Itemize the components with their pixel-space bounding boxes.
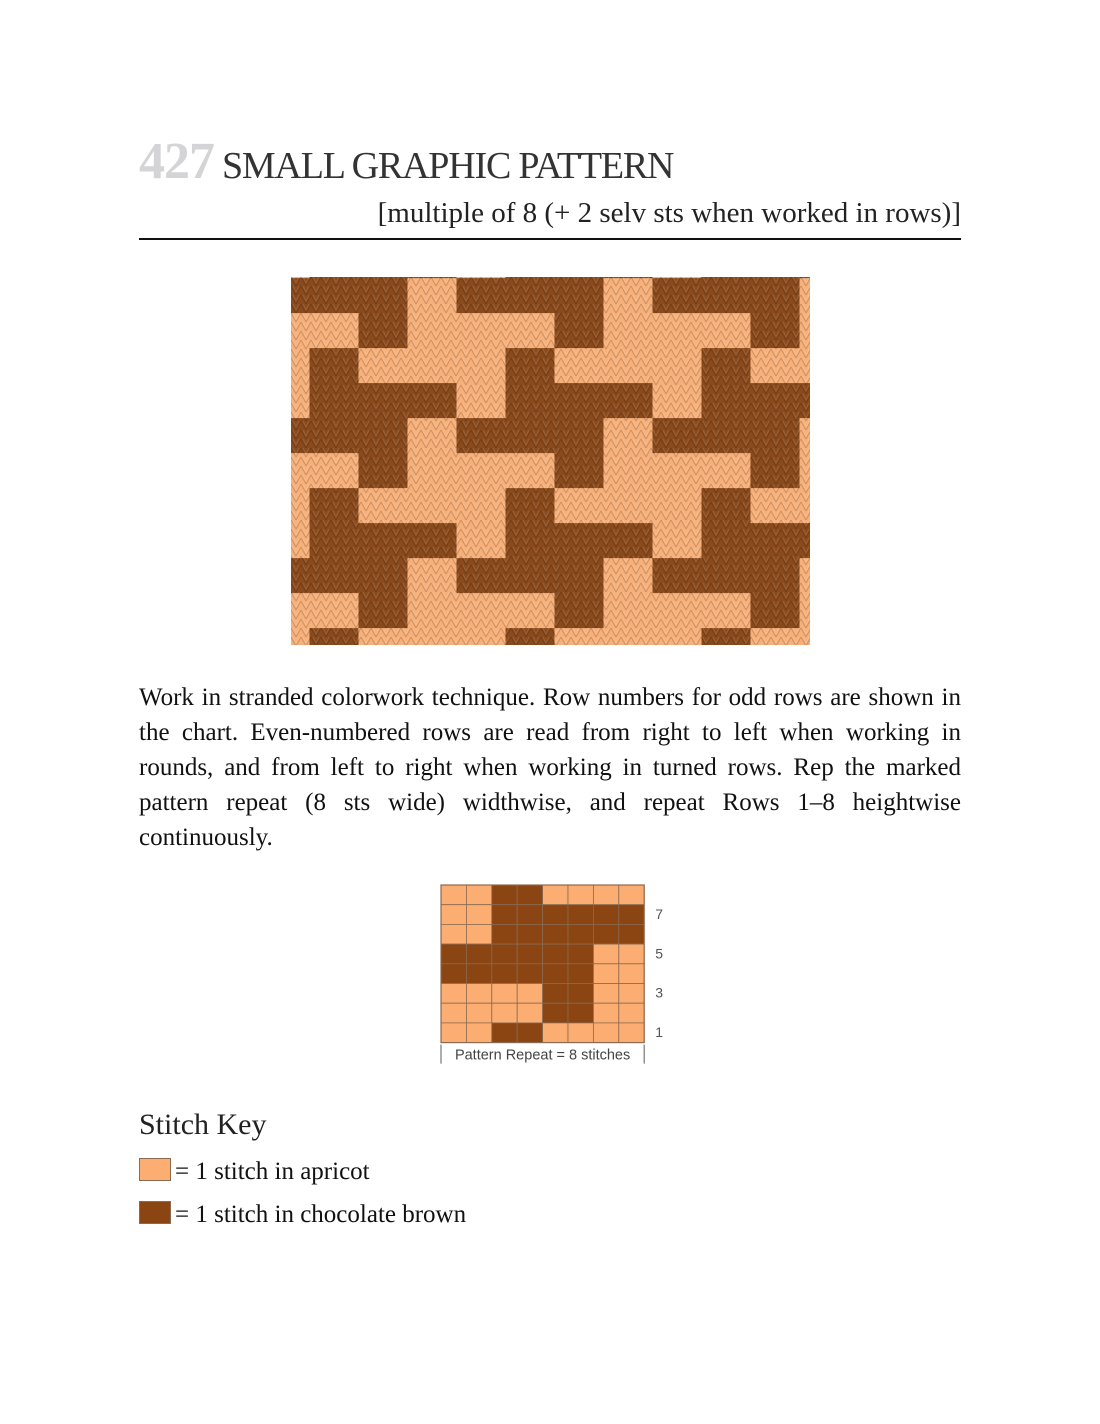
chart-cell xyxy=(517,984,542,1004)
chart-cell xyxy=(543,1003,568,1023)
chart-cell xyxy=(441,1003,466,1023)
chart-cell xyxy=(619,964,644,984)
chart-cell xyxy=(466,1003,491,1023)
chart-cell xyxy=(441,924,466,944)
chart-cell xyxy=(619,1023,644,1043)
chart-cell xyxy=(466,905,491,925)
chart-cell xyxy=(441,885,466,905)
chart-cell xyxy=(441,984,466,1004)
chart-row-label: 3 xyxy=(655,984,663,1001)
chart-cell xyxy=(543,885,568,905)
chart-cell xyxy=(593,1003,618,1023)
chart-cell xyxy=(619,885,644,905)
chart-cell xyxy=(568,944,593,964)
chart-cell xyxy=(619,984,644,1004)
chart-cell xyxy=(517,924,542,944)
title-rule xyxy=(139,238,961,240)
pattern-repeat-label: Pattern Repeat = 8 stitches xyxy=(454,1047,631,1064)
chart-cell xyxy=(619,944,644,964)
pattern-subtitle: [multiple of 8 (+ 2 selv sts when worked in rows)] xyxy=(377,197,961,229)
chart-cell xyxy=(619,905,644,925)
chart-cell xyxy=(619,1003,644,1023)
chart-cell xyxy=(593,964,618,984)
chart-cell xyxy=(517,885,542,905)
chart-row-label: 1 xyxy=(655,1024,663,1041)
chart-cell xyxy=(543,944,568,964)
chart-cell xyxy=(517,1023,542,1043)
chart-cell xyxy=(593,885,618,905)
chart-cell xyxy=(568,885,593,905)
chart-cell xyxy=(517,964,542,984)
knit-texture-overlay xyxy=(291,277,810,645)
chocolate-brown-swatch-icon xyxy=(139,1201,171,1224)
chart-cell xyxy=(593,944,618,964)
apricot-swatch-icon xyxy=(139,1158,171,1181)
chart-cell xyxy=(543,905,568,925)
chart-row-label: 5 xyxy=(655,945,663,962)
chart-cell xyxy=(492,984,517,1004)
chart-cell xyxy=(593,1023,618,1043)
chart-cell xyxy=(441,1023,466,1043)
chart-cell xyxy=(492,944,517,964)
knitted-swatch-photo xyxy=(291,277,810,645)
chart-cell xyxy=(466,964,491,984)
key-item-chocolate-brown xyxy=(139,1201,466,1229)
key-item-apricot xyxy=(139,1158,370,1186)
chart-cell xyxy=(543,924,568,944)
chart-cell xyxy=(492,964,517,984)
chart-cell xyxy=(568,1003,593,1023)
chart-cell xyxy=(466,984,491,1004)
chart-cell xyxy=(568,984,593,1004)
chart-cell xyxy=(492,924,517,944)
chart-cell xyxy=(517,905,542,925)
chart-cell xyxy=(517,1003,542,1023)
instructions-paragraph: Work in stranded colorwork technique. Row numbers for odd rows are shown in the chart. Even-numbered rows are read from right to left when working in rounds, and from left to right when working in turned rows. Rep the marked pattern repeat (8 sts wide) widthwise, and repeat Rows 1–8 heightwise continuously. xyxy=(139,684,961,851)
chart-cell xyxy=(492,885,517,905)
chart-cell xyxy=(492,1003,517,1023)
chart-cell xyxy=(441,964,466,984)
chart-cell xyxy=(492,1023,517,1043)
chart-cell xyxy=(492,905,517,925)
chart-cell xyxy=(568,964,593,984)
chart-cell xyxy=(593,984,618,1004)
chart-row-label: 7 xyxy=(655,905,663,922)
colorwork-chart xyxy=(440,884,670,1069)
chart-cell xyxy=(466,944,491,964)
chart-cell xyxy=(568,924,593,944)
chart-cell xyxy=(517,944,542,964)
chart-cell xyxy=(466,924,491,944)
chart-cell xyxy=(593,924,618,944)
chart-cell xyxy=(568,905,593,925)
stitch-key-heading: Stitch Key xyxy=(139,1108,267,1141)
chart-cell xyxy=(543,964,568,984)
key-label-chocolate-brown: = 1 stitch in chocolate brown xyxy=(175,1201,467,1228)
chart-cell xyxy=(466,885,491,905)
chart-cell xyxy=(441,905,466,925)
chart-cell xyxy=(466,1023,491,1043)
pattern-title: SMALL GRAPHIC PATTERN xyxy=(222,145,674,187)
chart-cell xyxy=(568,1023,593,1043)
page-title xyxy=(139,132,673,191)
chart-cell xyxy=(441,944,466,964)
chart-cell xyxy=(543,1023,568,1043)
chart-cell xyxy=(593,905,618,925)
pattern-number: 427 xyxy=(139,133,214,190)
chart-cell xyxy=(619,924,644,944)
chart-cell xyxy=(543,984,568,1004)
key-label-apricot: = 1 stitch in apricot xyxy=(175,1158,370,1185)
